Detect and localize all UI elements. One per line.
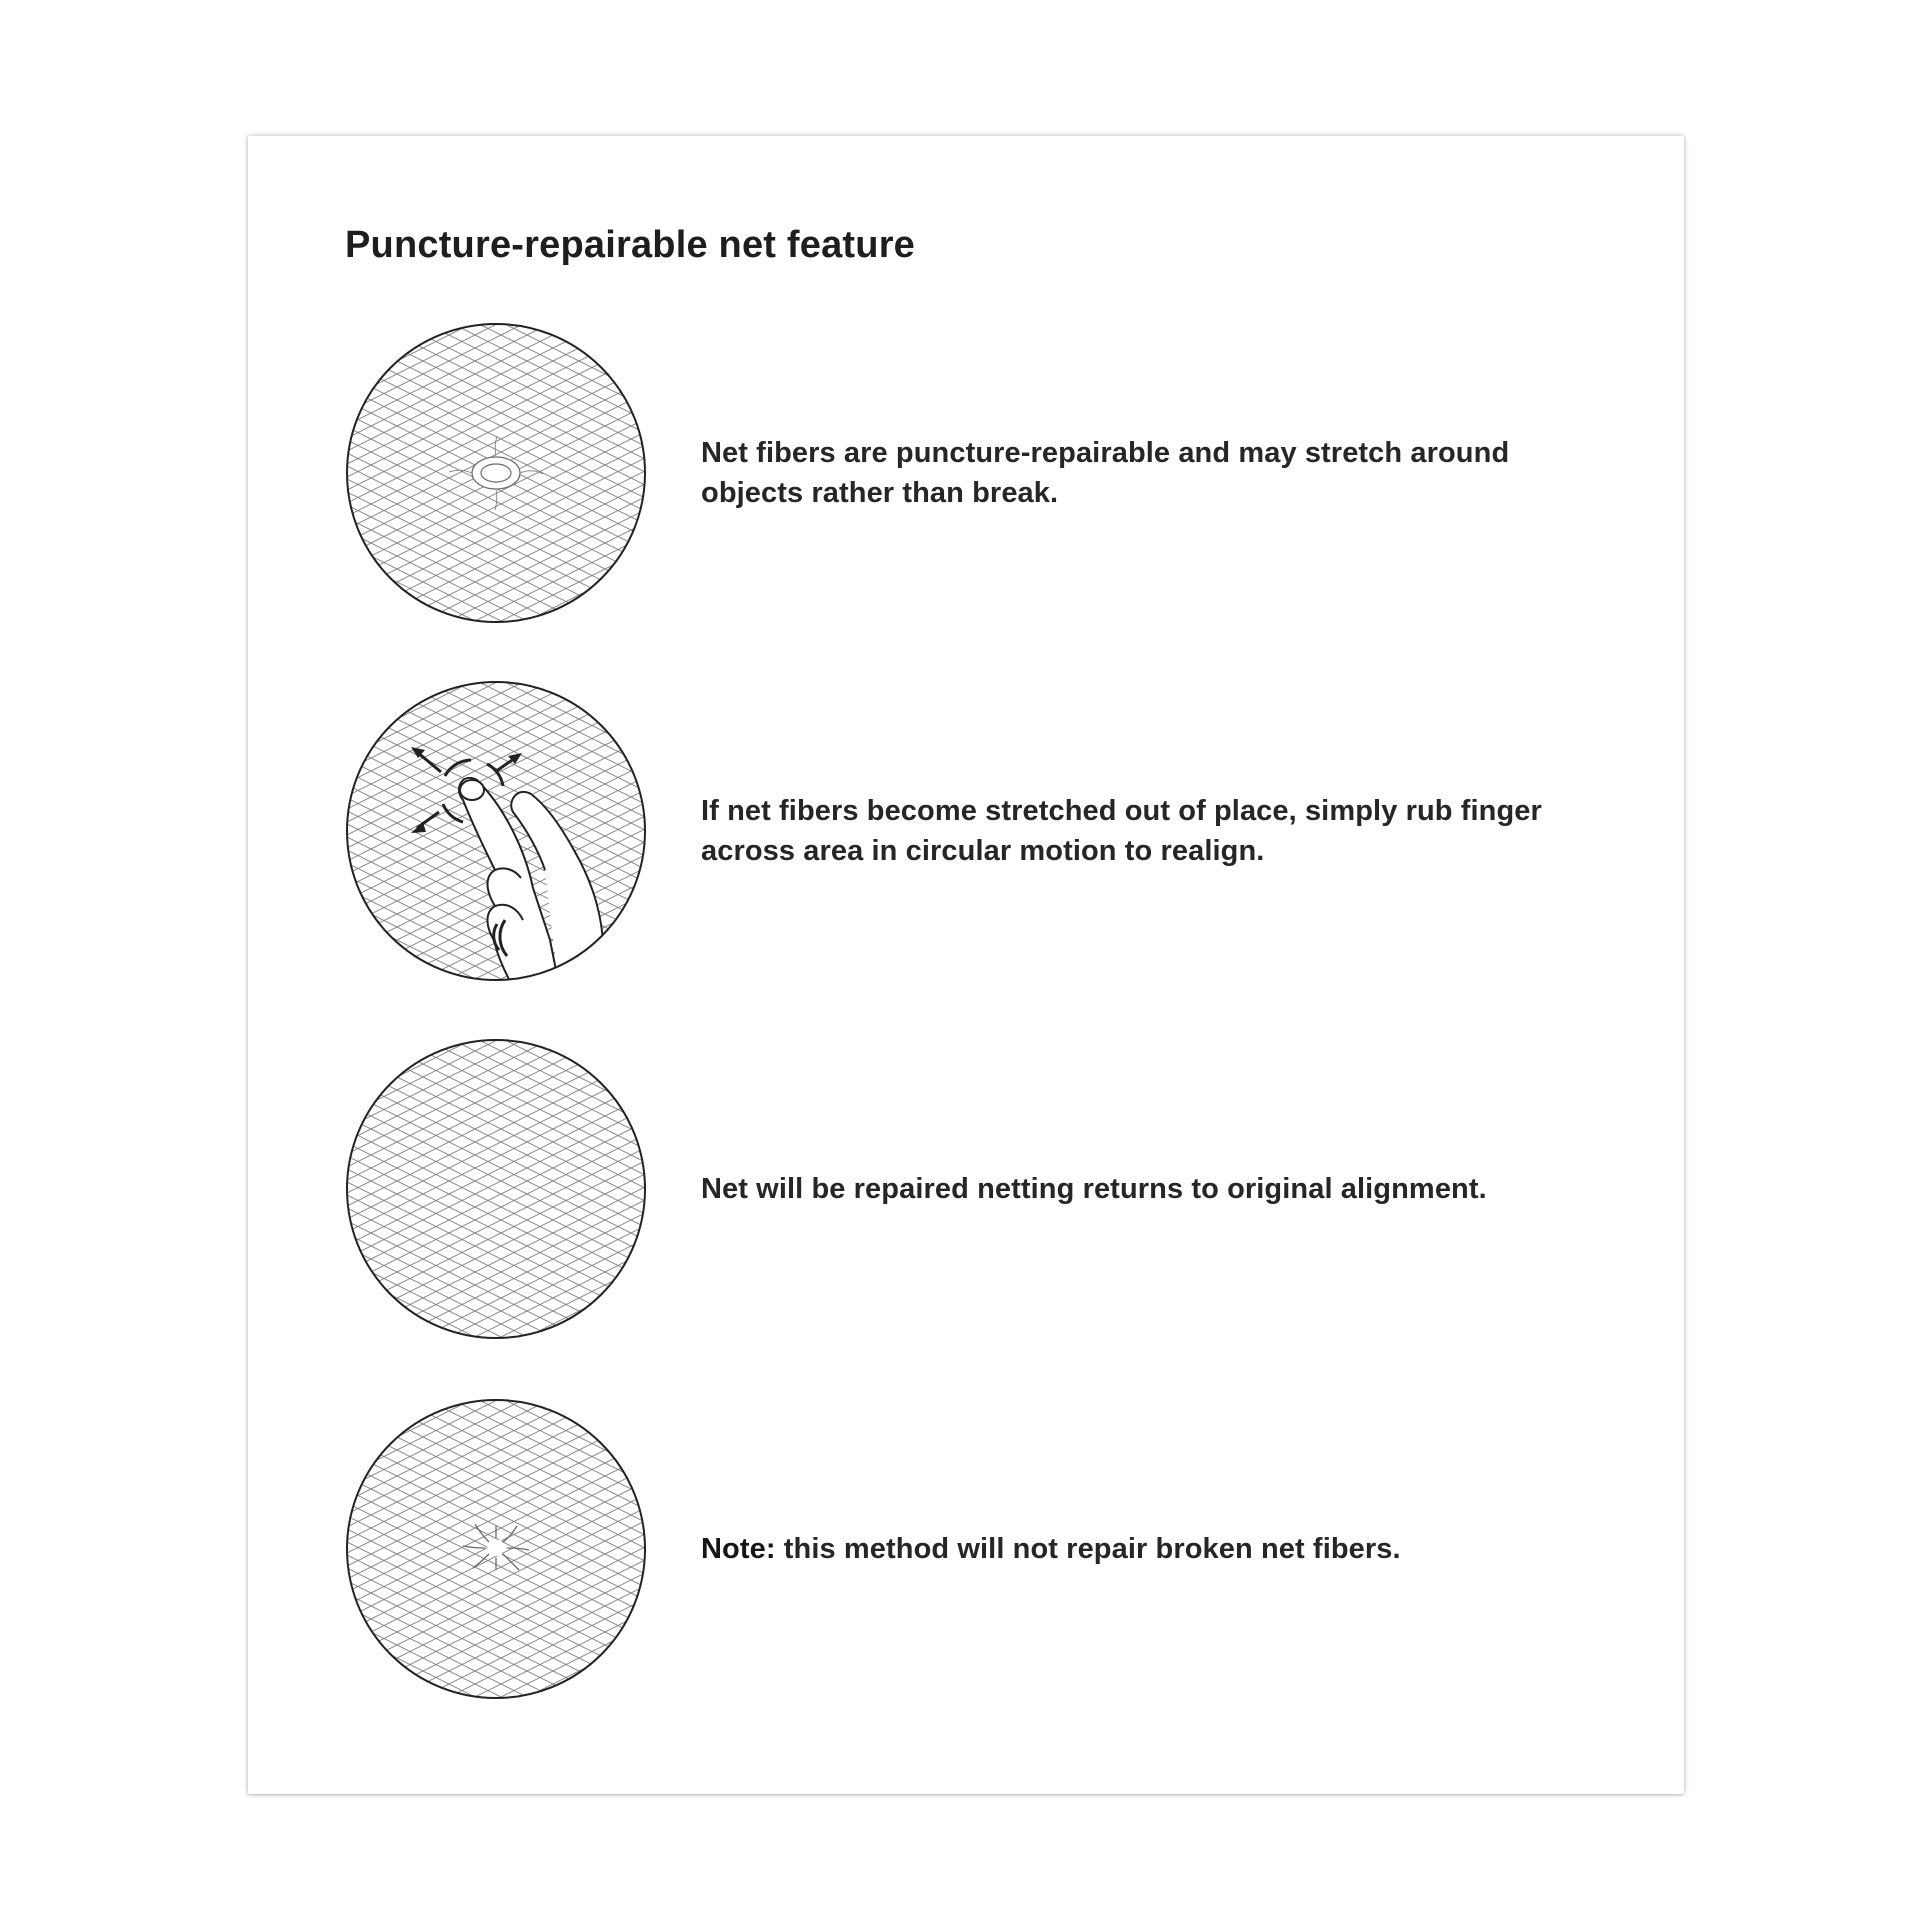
instruction-card bbox=[248, 136, 1684, 1794]
finger-rub-realign-icon bbox=[345, 680, 647, 982]
step-puncture bbox=[345, 322, 1645, 624]
step-3-text: Net will be repaired netting returns to original alignment. bbox=[701, 1173, 1487, 1205]
net-repaired-icon bbox=[345, 1038, 647, 1340]
step-repaired bbox=[345, 1038, 1645, 1340]
step-text bbox=[701, 1398, 1601, 1700]
note-label: Note: bbox=[701, 1533, 776, 1565]
step-realign bbox=[345, 680, 1645, 982]
step-2-text: If net fibers become stretched out of place, simply rub finger across area in circular motion to realign. bbox=[701, 795, 1542, 867]
broken-fibers-icon bbox=[345, 1398, 647, 1700]
step-text bbox=[701, 1038, 1601, 1340]
page-title: Puncture-repairable net feature bbox=[345, 224, 916, 266]
note-body: this method will not repair broken net fibers. bbox=[775, 1533, 1401, 1565]
step-text bbox=[701, 322, 1601, 624]
step-text bbox=[701, 680, 1601, 982]
step-4-text bbox=[701, 1529, 1401, 1569]
step-1-text: Net fibers are puncture-repairable and may stretch around objects rather than break. bbox=[701, 437, 1510, 509]
net-puncture-icon bbox=[345, 322, 647, 624]
step-note bbox=[345, 1398, 1645, 1700]
